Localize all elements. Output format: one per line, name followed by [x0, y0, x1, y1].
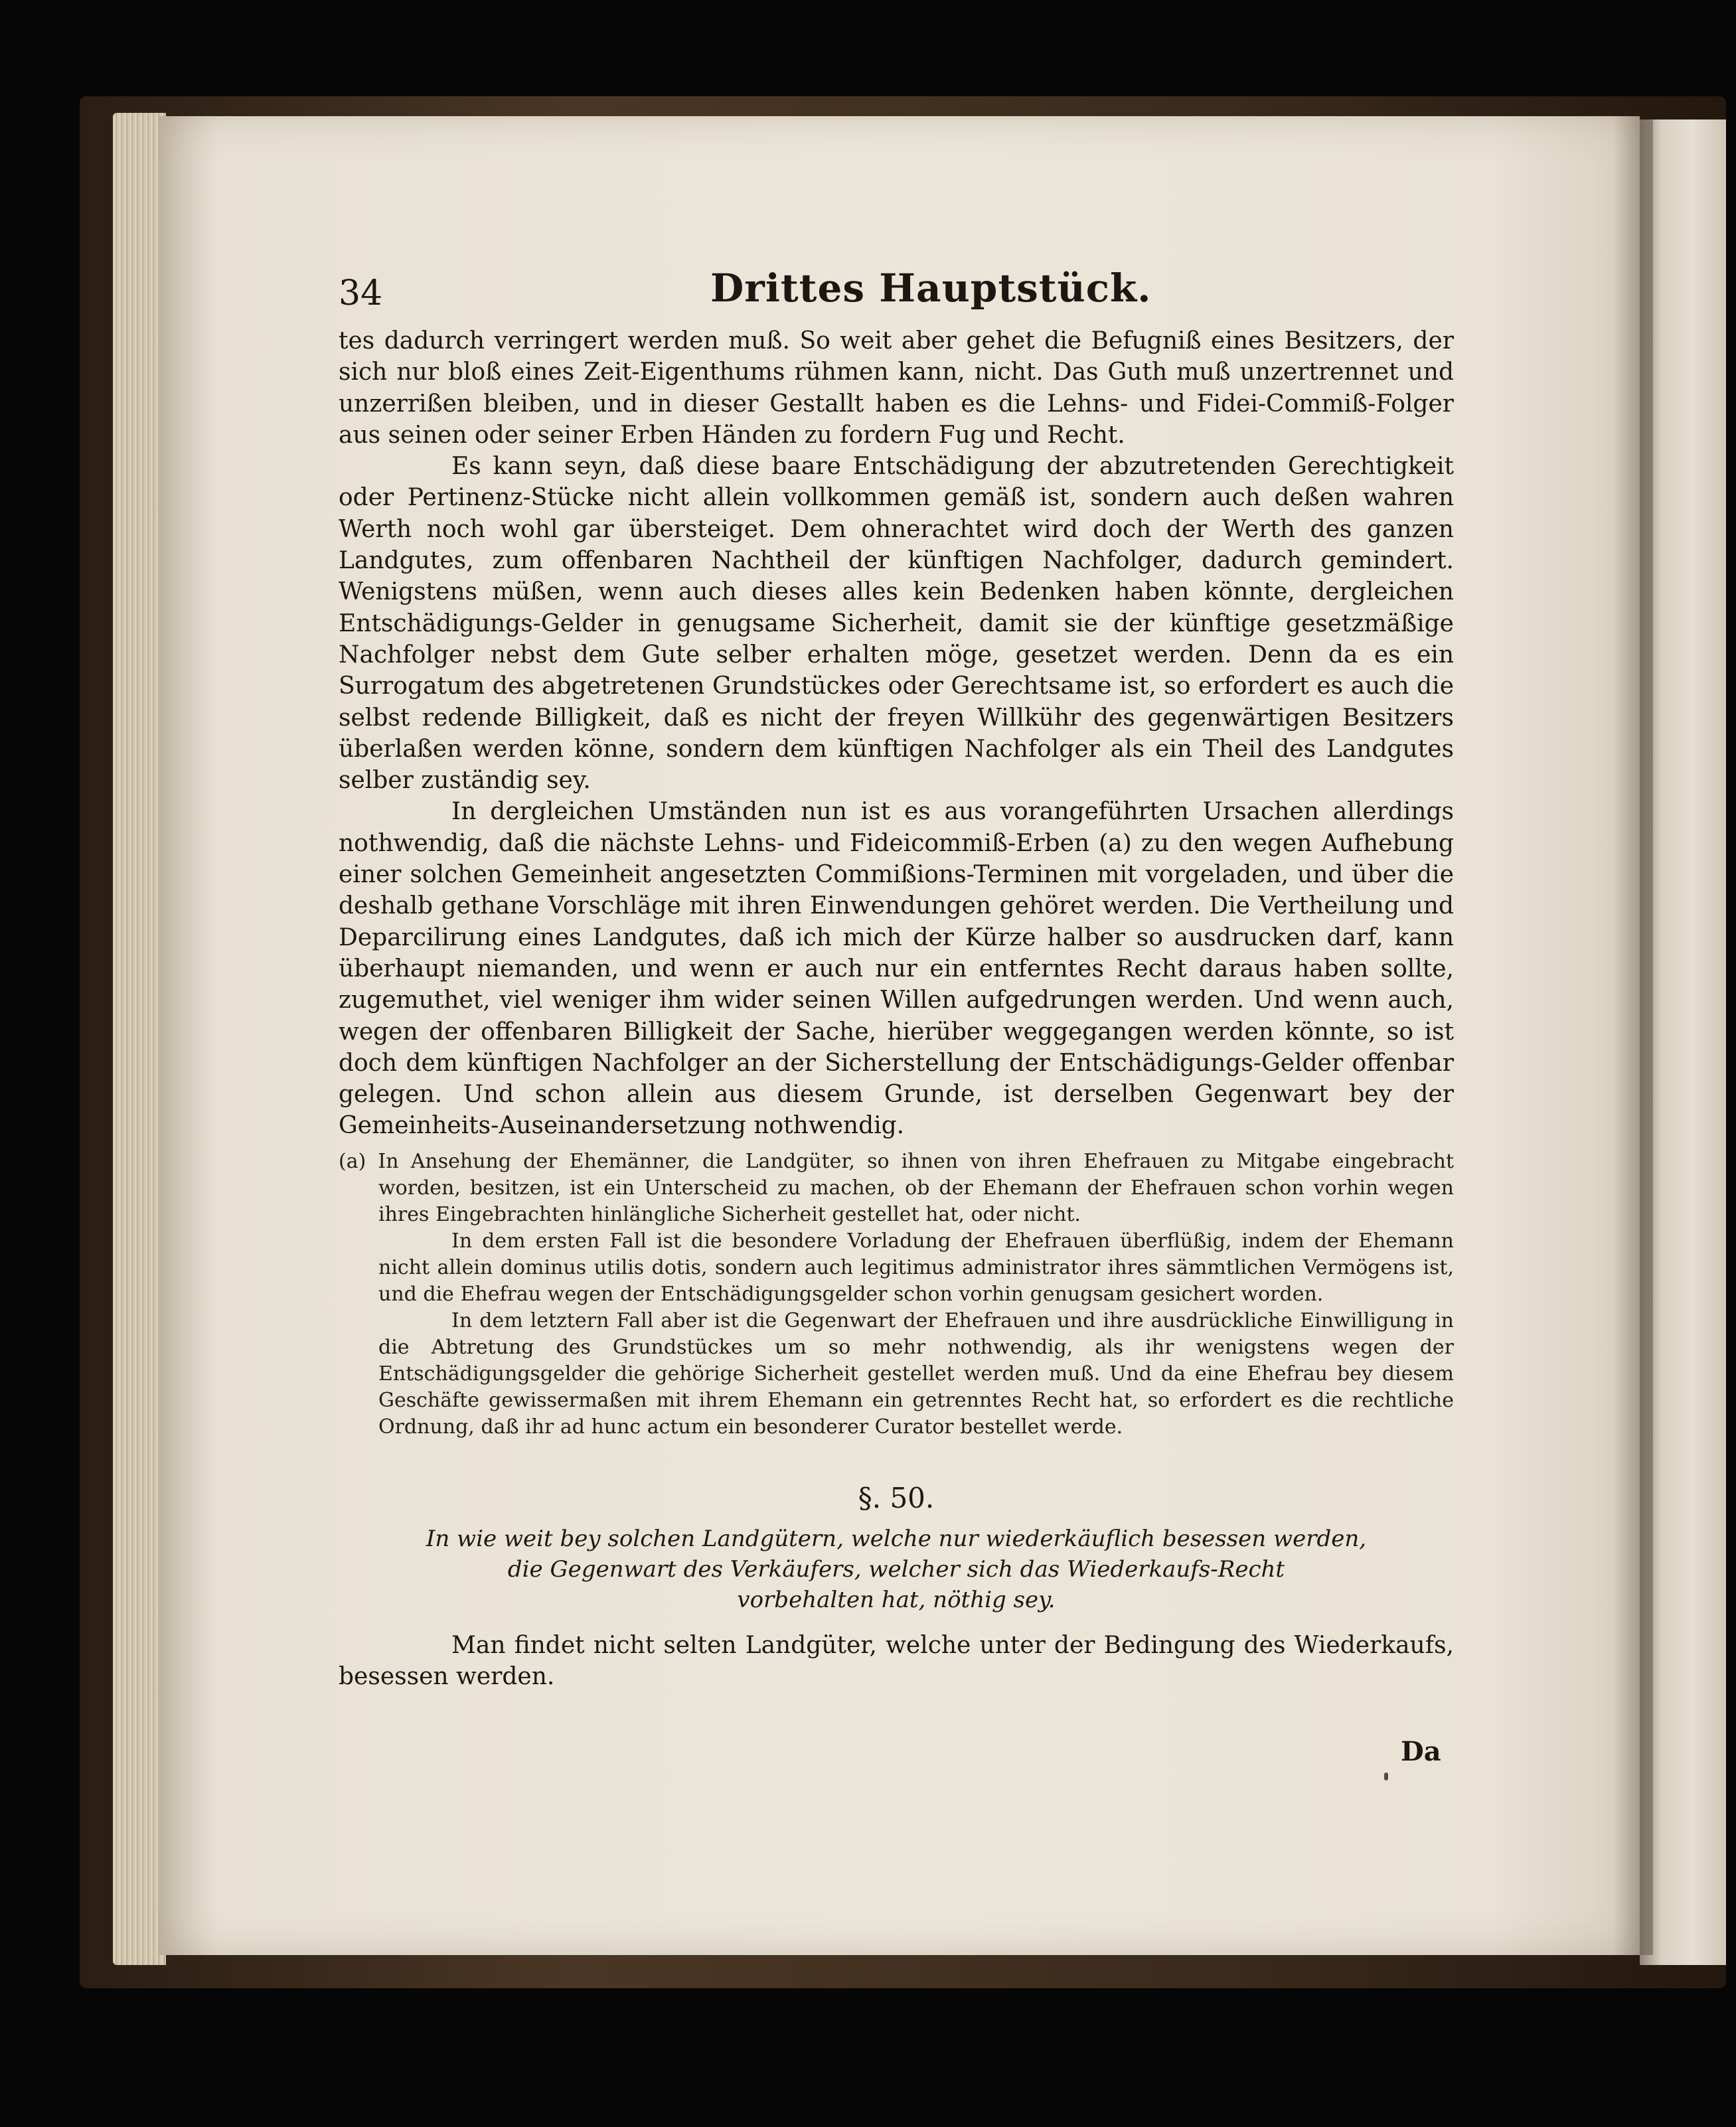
footnote-para-3: In dem letztern Fall aber ist die Gegenwart der Ehefrauen und ihre ausdrückliche Einwilligung in die Abtretung des Grundstückes um so mehr nothwendig, als ihr wenigstens wegen der Entschädigungsgelder die gehörige Sicherheit gestellet werden muß. Und da eine Ehefrau bey diesem Geschäfte gewissermaßen mit ihrem Ehemann ein getrenntes Recht hat, so erfordert es die rechtliche Ordnung, daß ihr ad hunc actum ein besonderer Curator bestellet werde. — [378, 1308, 1454, 1439]
section-number: §. 50. — [858, 1481, 935, 1514]
section-heading-line-3: vorbehalten hat, nöthig sey. — [737, 1586, 1056, 1613]
page-edges — [113, 113, 166, 1965]
catchword: Da — [1401, 1736, 1441, 1767]
page-number: 34 — [339, 274, 383, 313]
section-opening-paragraph: Man findet nicht selten Landgüter, welche unter der Bedingung des Wiederkaufs, besessen werden. — [339, 1631, 1454, 1691]
paragraph-2: Es kann seyn, daß diese baare Entschädigung der abzutretenden Gerechtigkeit oder Pertinenz-Stücke nicht allein vollkommen gemäß ist, sondern auch deßen wahren Werth noch wohl gar übersteiget. Dem ohnerachtet wird doch der Werth des ganzen Landgutes, zum offenbaren Nachtheil der künftigen Nachfolger, dadurch gemindert. Wenigstens müßen, wenn auch dieses alles kein Bedenken haben könnte, dergleichen Entschädigungs-Gelder in genugsame Sicherheit, damit sie der künftige gesetzmäßige Nachfolger nebst dem Gute selber erhalten möge, gesetzet werden. Denn da es ein Surrogatum des abgetretenen Grundstückes oder Gerechtsame ist, so erfordert es auch die selbst redende Billigkeit, daß es nicht der freyen Willkühr des gegenwärtigen Besitzers überlaßen werden könne, sondern dem künftigen Nachfolger als ein Theil des Landgutes selber zuständig sey. — [339, 453, 1454, 795]
page-text-block — [339, 266, 1454, 1692]
paragraph-1: tes dadurch verringert werden muß. So weit aber gehet die Befugniß eines Besitzers, der sich nur bloß eines Zeit-Eigenthums rühmen kann, nicht. Das Guth muß unzertrennet und unzerrißen bleiben, und in dieser Gestallt haben es die Lehns- und Fidei-Commiß-Folger aus seinen oder seiner Erben Händen zu fordern Fug und Recht. — [339, 327, 1454, 449]
paragraph-3: In dergleichen Umständen nun ist es aus vorangeführten Ursachen allerdings nothwendig, daß die nächste Lehns- und Fideicommiß-Erben (a) zu den wegen Aufhebung einer solchen Gemeinheit angesetzten Commißions-Terminen mit vorgeladen, und über die deshalb gethane Vorschläge mit ihren Einwendungen gehöret werden. Die Vertheilung und Deparcilirung eines Landgutes, daß ich mich der Kürze halber so ausdrucken darf, kann überhaupt niemanden, und wenn er auch nur ein entferntes Recht daraus haben sollte, zugemuthet, viel weniger ihm wider seinen Willen aufgedrungen werden. Und wenn auch, wegen der offenbaren Billigkeit der Sache, hierüber weggegangen werden könnte, so ist doch dem künftigen Nachfolger an der Sicherstellung der Entschädigungs-Gelder offenbar gelegen. Und schon allein aus diesem Grunde, ist derselben Gegenwart bey der Gemeinheits-Auseinandersetzung nothwendig. — [339, 798, 1454, 1140]
footnote-para-2: In dem ersten Fall ist die besondere Vorladung der Ehefrauen überflüßig, indem der Ehemann nicht allein dominus utilis dotis, sondern auch legitimus administrator ihres sämmtlichen Vermögens ist, und die Ehefrau wegen der Entschädigungsgelder schon vorhin genugsam gesichert worden. — [378, 1229, 1454, 1306]
page-header — [339, 266, 1454, 325]
footnote-a — [339, 1148, 1454, 1441]
section-heading-line-1: In wie weit bey solchen Landgütern, welche nur wiederkäuflich besessen werden, — [426, 1525, 1367, 1552]
gutter-shadow — [1613, 116, 1653, 1955]
section-heading — [339, 1524, 1454, 1615]
section-heading-line-2: die Gegenwart des Verkäufers, welcher sich das Wiederkaufs-Recht — [507, 1555, 1285, 1583]
running-title: Drittes Hauptstück. — [710, 266, 1152, 311]
ink-speck — [1384, 1772, 1388, 1780]
footnote-para-1: (a) In Ansehung der Ehemänner, die Landgüter, so ihnen von ihren Ehefrauen zu Mitgabe eingebracht worden, besitzen, ist ein Unterscheid zu machen, ob der Ehemann der Ehefrauen schon vorhin wegen ihres Eingebrachten hinlängliche Sicherheit gestellet hat, oder nicht. — [339, 1149, 1454, 1226]
